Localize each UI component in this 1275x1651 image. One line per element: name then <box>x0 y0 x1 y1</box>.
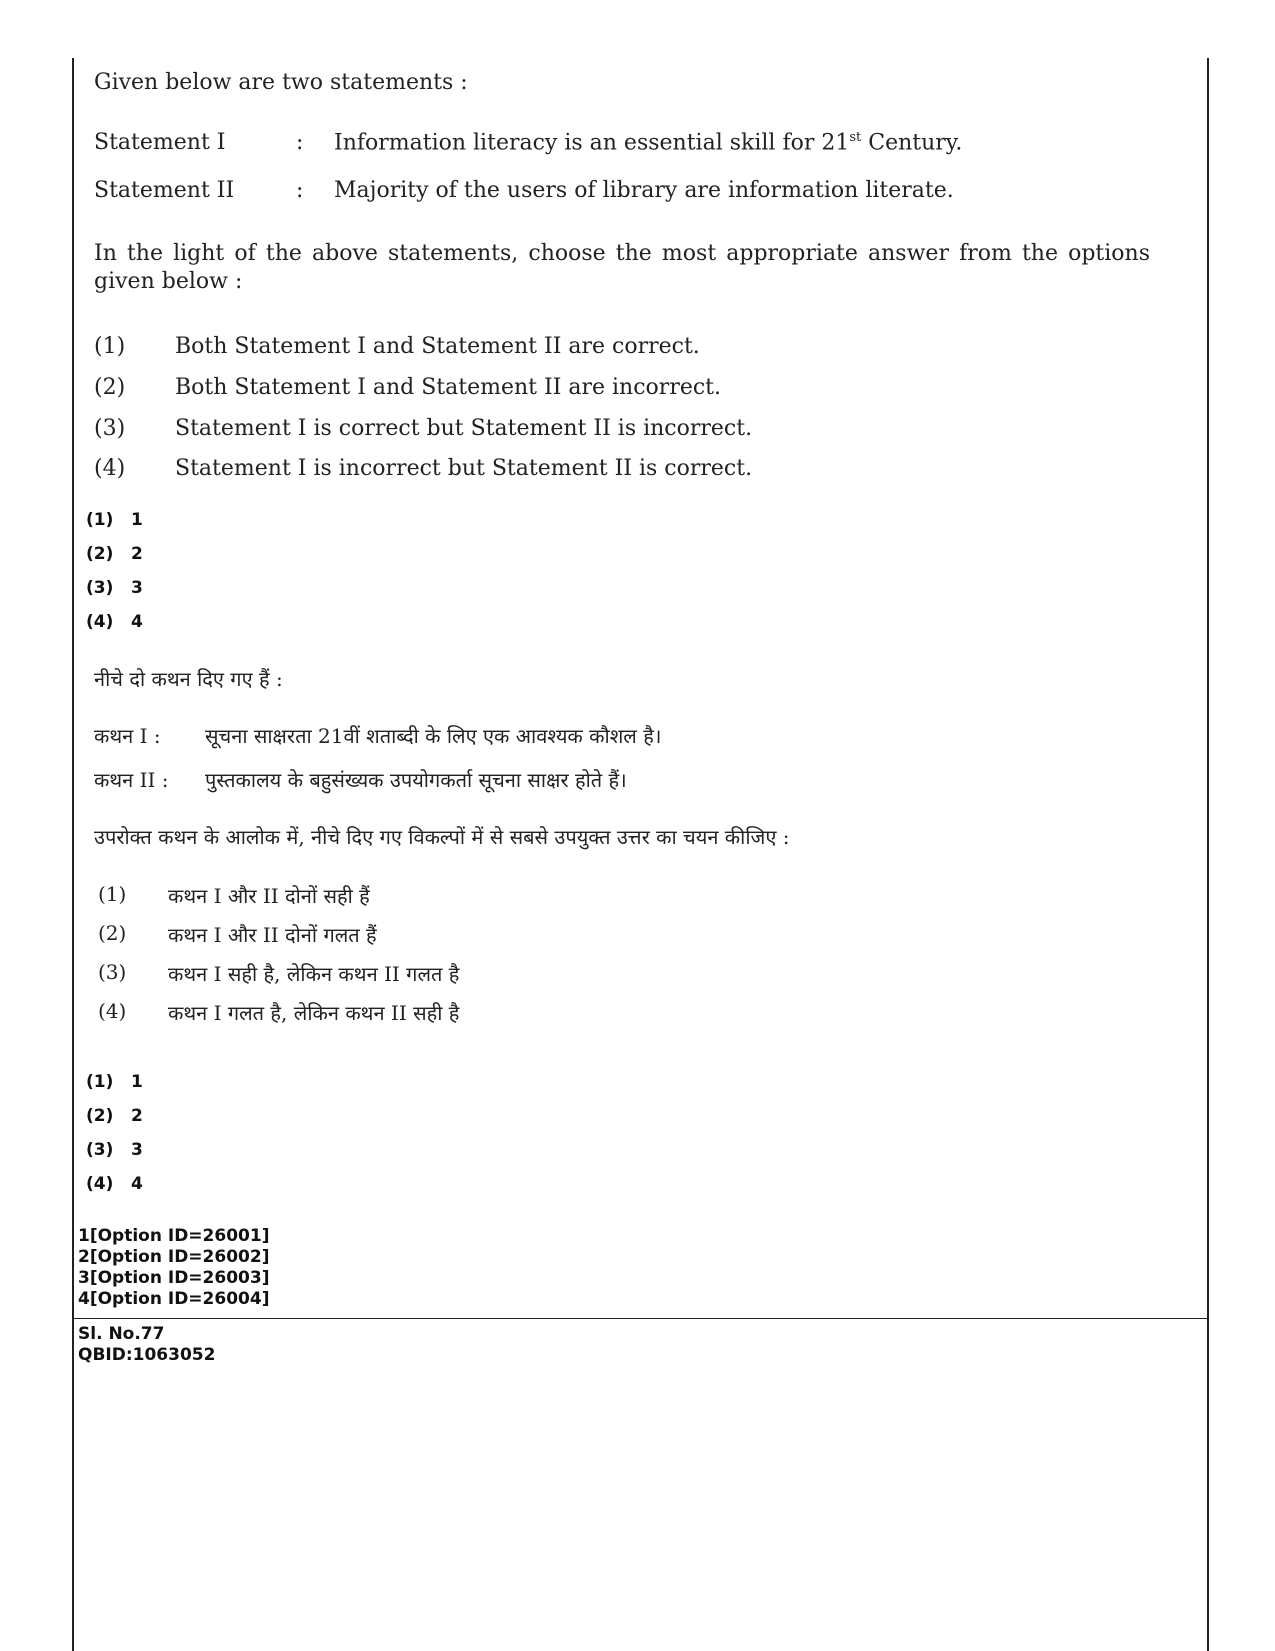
question-bank-id: QBID:1063052 <box>78 1345 216 1365</box>
statement-text: पुस्तकालय के बहुसंख्यक उपयोगकर्ता सूचना साक्षर होते हैं। <box>205 768 627 792</box>
option-row <box>0 999 1200 1029</box>
answer-choice[interactable]: (1) 1 <box>86 1072 143 1092</box>
statement-label: कथन I : <box>94 724 161 748</box>
answer-choice[interactable]: (2) 2 <box>86 544 143 564</box>
option-row <box>0 375 1200 405</box>
option-number: (3) <box>98 960 127 984</box>
option-text: Statement I is incorrect but Statement II is correct. <box>175 456 753 481</box>
option-row <box>0 921 1200 951</box>
option-text: Statement I is correct but Statement II is incorrect. <box>175 416 753 441</box>
answer-choice[interactable]: (4) 4 <box>86 1174 143 1194</box>
statement-row <box>0 130 1200 160</box>
option-text: कथन I गलत है, लेकिन कथन II सही है <box>168 1001 460 1025</box>
answer-choice[interactable]: (3) 3 <box>86 578 143 598</box>
option-number: (1) <box>94 334 126 359</box>
option-id: 3[Option ID=26003] <box>78 1268 270 1288</box>
statement-label: कथन II : <box>94 768 169 792</box>
question-instruction: In the light of the above statements, choose the most appropriate answer from the options given below : <box>94 241 1150 294</box>
statement-text: सूचना साक्षरता 21वीं शताब्दी के लिए एक आवश्यक कौशल है। <box>205 724 662 748</box>
option-id: 1[Option ID=26001] <box>78 1226 270 1246</box>
next-question-header <box>78 1324 215 1366</box>
option-id-list <box>78 1226 269 1310</box>
option-number: (2) <box>98 921 127 945</box>
option-number: (4) <box>94 456 126 481</box>
option-row <box>0 416 1200 446</box>
answer-choice[interactable]: (2) 2 <box>86 1106 143 1126</box>
option-number: (2) <box>94 375 126 400</box>
question-divider <box>72 1318 1209 1319</box>
option-text: कथन I और II दोनों सही हैं <box>168 884 370 908</box>
answer-choice[interactable]: (3) 3 <box>86 1140 143 1160</box>
option-row <box>0 882 1200 912</box>
option-text: कथन I सही है, लेकिन कथन II गलत है <box>168 962 460 986</box>
option-row <box>0 334 1200 364</box>
option-text: Both Statement I and Statement II are correct. <box>175 334 700 359</box>
right-border <box>1207 58 1209 1651</box>
option-text: कथन I और II दोनों गलत हैं <box>168 923 377 947</box>
option-number: (1) <box>98 882 127 906</box>
statement-text: Majority of the users of library are information literate. <box>334 178 954 203</box>
statement-colon: : <box>296 130 304 155</box>
question-intro: Given below are two statements : <box>94 70 468 95</box>
answer-choice[interactable]: (4) 4 <box>86 612 143 632</box>
option-number: (3) <box>94 416 126 441</box>
option-text: Both Statement I and Statement II are incorrect. <box>175 375 722 400</box>
option-row <box>0 456 1200 486</box>
option-row <box>0 960 1200 990</box>
statement-label: Statement II <box>94 178 235 203</box>
left-border <box>72 58 74 1651</box>
option-id: 2[Option ID=26002] <box>78 1247 270 1267</box>
statement-colon: : <box>296 178 304 203</box>
statement-text: Information literacy is an essential skill for 21st Century. <box>334 130 963 156</box>
statement-row <box>0 722 1200 752</box>
serial-number: Sl. No.77 <box>78 1324 165 1344</box>
statement-row <box>0 766 1200 796</box>
option-id: 4[Option ID=26004] <box>78 1289 270 1309</box>
statement-row <box>0 178 1200 208</box>
answer-choice[interactable]: (1) 1 <box>86 510 143 530</box>
option-number: (4) <box>98 999 127 1023</box>
statement-label: Statement I <box>94 130 226 155</box>
question-instruction: उपरोक्त कथन के आलोक में, नीचे दिए गए विकल्पों में से सबसे उपयुक्त उत्तर का चयन कीजिए : <box>94 825 790 849</box>
question-intro: नीचे दो कथन दिए गए हैं : <box>94 667 283 691</box>
